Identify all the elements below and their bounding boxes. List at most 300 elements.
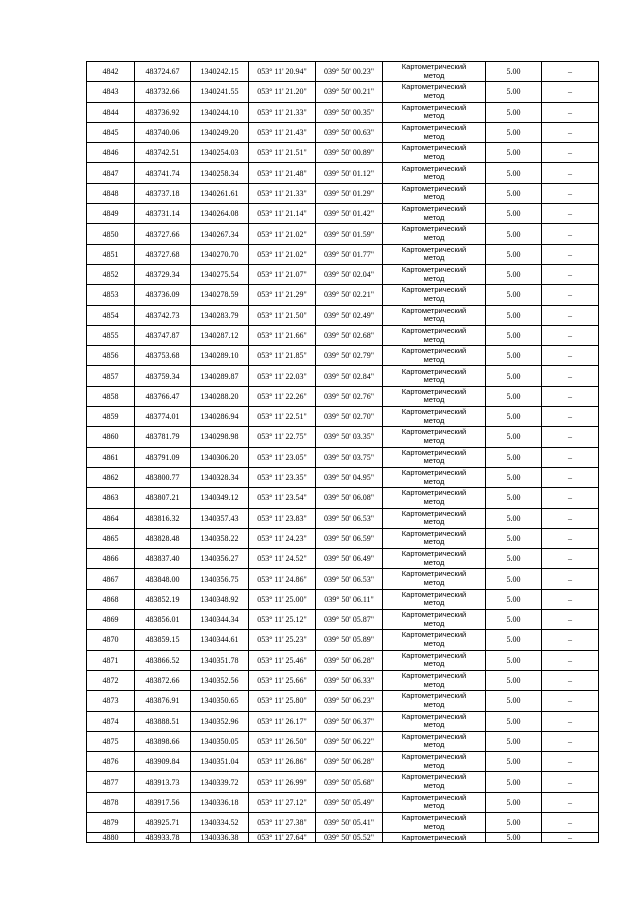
latitude-cell: 053° 11' 21.50" [249, 305, 316, 325]
x-coordinate-cell: 483736.92 [135, 102, 191, 122]
method-line: метод [423, 334, 445, 344]
method-line: Картометрический [401, 407, 467, 417]
y-coordinate-cell: 1340275.54 [191, 264, 249, 284]
accuracy-cell: 5.00 [486, 285, 542, 305]
point-number-cell: 4869 [87, 610, 135, 630]
accuracy-cell: 5.00 [486, 711, 542, 731]
y-coordinate-cell: 1340356.75 [191, 569, 249, 589]
method-line: Картометрический [401, 832, 467, 842]
table-row [87, 82, 599, 102]
latitude-cell: 053° 11' 21.20" [249, 82, 316, 102]
method-line: метод [423, 151, 445, 161]
method-line: Картометрический [401, 752, 467, 762]
accuracy-cell: 5.00 [486, 122, 542, 142]
latitude-cell: 053° 11' 23.05" [249, 447, 316, 467]
point-number-cell: 4876 [87, 752, 135, 772]
table-row [87, 792, 599, 812]
x-coordinate-cell: 483736.09 [135, 285, 191, 305]
x-coordinate-cell: 483747.87 [135, 325, 191, 345]
note-cell: – [542, 407, 599, 427]
x-coordinate-cell: 483727.66 [135, 224, 191, 244]
y-coordinate-cell: 1340339.72 [191, 772, 249, 792]
longitude-cell: 039° 50' 06.28" [316, 752, 383, 772]
accuracy-cell: 5.00 [486, 346, 542, 366]
latitude-cell: 053° 11' 22.26" [249, 386, 316, 406]
method-line: метод [423, 638, 445, 648]
latitude-cell: 053° 11' 25.46" [249, 650, 316, 670]
method-cell [383, 183, 486, 203]
method-line: метод [423, 659, 445, 669]
point-number-cell: 4844 [87, 102, 135, 122]
method-line: метод [423, 679, 445, 689]
table-row [87, 670, 599, 690]
accuracy-cell: 5.00 [486, 792, 542, 812]
method-line: метод [423, 781, 445, 791]
method-cell [383, 407, 486, 427]
y-coordinate-cell: 1340352.96 [191, 711, 249, 731]
latitude-cell: 053° 11' 26.99" [249, 772, 316, 792]
longitude-cell: 039° 50' 06.59" [316, 528, 383, 548]
x-coordinate-cell: 483766.47 [135, 386, 191, 406]
y-coordinate-cell: 1340344.61 [191, 630, 249, 650]
method-line: Картометрический [401, 102, 467, 112]
x-coordinate-cell: 483909.84 [135, 752, 191, 772]
longitude-cell: 039° 50' 02.70" [316, 407, 383, 427]
method-cell [383, 569, 486, 589]
y-coordinate-cell: 1340261.61 [191, 183, 249, 203]
note-cell: – [542, 244, 599, 264]
y-coordinate-cell: 1340270.70 [191, 244, 249, 264]
note-cell: – [542, 264, 599, 284]
y-coordinate-cell: 1340289.87 [191, 366, 249, 386]
method-line: Картометрический [401, 143, 467, 153]
y-coordinate-cell: 1340298.98 [191, 427, 249, 447]
y-coordinate-cell: 1340306.20 [191, 447, 249, 467]
table-row [87, 204, 599, 224]
method-line: Картометрический [401, 427, 467, 437]
method-cell [383, 589, 486, 609]
method-line: метод [423, 253, 445, 263]
longitude-cell: 039° 50' 05.41" [316, 812, 383, 832]
method-cell [383, 143, 486, 163]
point-number-cell: 4853 [87, 285, 135, 305]
latitude-cell: 053° 11' 22.03" [249, 366, 316, 386]
method-line: Картометрический [401, 366, 467, 376]
table-row [87, 711, 599, 731]
accuracy-cell: 5.00 [486, 488, 542, 508]
coordinates-table [86, 61, 599, 843]
point-number-cell: 4874 [87, 711, 135, 731]
latitude-cell: 053° 11' 21.43" [249, 122, 316, 142]
accuracy-cell: 5.00 [486, 630, 542, 650]
method-cell [383, 82, 486, 102]
accuracy-cell: 5.00 [486, 467, 542, 487]
note-cell: – [542, 325, 599, 345]
note-cell: – [542, 670, 599, 690]
method-line: Картометрический [401, 224, 467, 234]
table-row [87, 366, 599, 386]
longitude-cell: 039° 50' 02.68" [316, 325, 383, 345]
table-row [87, 812, 599, 832]
method-line: метод [423, 212, 445, 222]
method-line: Картометрический [401, 650, 467, 660]
x-coordinate-cell: 483774.01 [135, 407, 191, 427]
method-cell [383, 752, 486, 772]
method-cell [383, 122, 486, 142]
accuracy-cell: 5.00 [486, 102, 542, 122]
point-number-cell: 4861 [87, 447, 135, 467]
longitude-cell: 039° 50' 06.37" [316, 711, 383, 731]
x-coordinate-cell: 483753.68 [135, 346, 191, 366]
method-line: метод [423, 760, 445, 770]
method-cell [383, 163, 486, 183]
latitude-cell: 053° 11' 21.33" [249, 183, 316, 203]
method-line: метод [423, 111, 445, 121]
point-number-cell: 4868 [87, 589, 135, 609]
method-line: Картометрический [401, 82, 467, 92]
method-line: Картометрический [401, 610, 467, 620]
note-cell: – [542, 792, 599, 812]
point-number-cell: 4850 [87, 224, 135, 244]
longitude-cell: 039° 50' 00.35" [316, 102, 383, 122]
method-line: Картометрический [401, 711, 467, 721]
method-cell [383, 650, 486, 670]
accuracy-cell: 5.00 [486, 610, 542, 630]
note-cell: – [542, 589, 599, 609]
note-cell: – [542, 833, 599, 843]
method-line: метод [423, 131, 445, 141]
method-cell [383, 528, 486, 548]
x-coordinate-cell: 483933.78 [135, 833, 191, 843]
x-coordinate-cell: 483742.73 [135, 305, 191, 325]
method-line: Картометрический [401, 183, 467, 193]
point-number-cell: 4845 [87, 122, 135, 142]
method-cell [383, 264, 486, 284]
accuracy-cell: 5.00 [486, 407, 542, 427]
y-coordinate-cell: 1340249.20 [191, 122, 249, 142]
table-row [87, 183, 599, 203]
x-coordinate-cell: 483917.56 [135, 792, 191, 812]
note-cell: – [542, 772, 599, 792]
note-cell: – [542, 752, 599, 772]
method-line: Картометрический [401, 244, 467, 254]
accuracy-cell: 5.00 [486, 305, 542, 325]
x-coordinate-cell: 483807.21 [135, 488, 191, 508]
latitude-cell: 053° 11' 23.54" [249, 488, 316, 508]
longitude-cell: 039° 50' 05.49" [316, 792, 383, 812]
table-row [87, 508, 599, 528]
point-number-cell: 4873 [87, 691, 135, 711]
note-cell: – [542, 711, 599, 731]
method-line: Картометрический [401, 691, 467, 701]
table-row [87, 224, 599, 244]
longitude-cell: 039° 50' 02.76" [316, 386, 383, 406]
x-coordinate-cell: 483876.91 [135, 691, 191, 711]
point-number-cell: 4863 [87, 488, 135, 508]
longitude-cell: 039° 50' 01.77" [316, 244, 383, 264]
table-row [87, 752, 599, 772]
method-line: метод [423, 517, 445, 527]
latitude-cell: 053° 11' 27.12" [249, 792, 316, 812]
method-cell [383, 467, 486, 487]
latitude-cell: 053° 11' 24.86" [249, 569, 316, 589]
method-cell [383, 204, 486, 224]
latitude-cell: 053° 11' 21.48" [249, 163, 316, 183]
method-line: Картометрический [401, 508, 467, 518]
method-line: Картометрический [401, 569, 467, 579]
table-row [87, 833, 599, 843]
method-line: Картометрический [401, 62, 467, 72]
accuracy-cell: 5.00 [486, 670, 542, 690]
longitude-cell: 039° 50' 00.89" [316, 143, 383, 163]
method-cell [383, 549, 486, 569]
y-coordinate-cell: 1340358.22 [191, 528, 249, 548]
method-cell [383, 366, 486, 386]
accuracy-cell: 5.00 [486, 183, 542, 203]
method-line: Картометрический [401, 325, 467, 335]
point-number-cell: 4862 [87, 467, 135, 487]
longitude-cell: 039° 50' 05.87" [316, 610, 383, 630]
y-coordinate-cell: 1340350.05 [191, 731, 249, 751]
coordinates-table-body [87, 62, 599, 843]
method-cell [383, 630, 486, 650]
note-cell: – [542, 122, 599, 142]
x-coordinate-cell: 483724.67 [135, 62, 191, 82]
longitude-cell: 039° 50' 06.28" [316, 650, 383, 670]
point-number-cell: 4879 [87, 812, 135, 832]
x-coordinate-cell: 483898.66 [135, 731, 191, 751]
longitude-cell: 039° 50' 02.79" [316, 346, 383, 366]
table-row [87, 305, 599, 325]
longitude-cell: 039° 50' 02.84" [316, 366, 383, 386]
note-cell: – [542, 650, 599, 670]
accuracy-cell: 5.00 [486, 386, 542, 406]
longitude-cell: 039° 50' 01.29" [316, 183, 383, 203]
note-cell: – [542, 610, 599, 630]
note-cell: – [542, 183, 599, 203]
method-cell [383, 224, 486, 244]
latitude-cell: 053° 11' 25.00" [249, 589, 316, 609]
latitude-cell: 053° 11' 26.50" [249, 731, 316, 751]
table-row [87, 163, 599, 183]
accuracy-cell: 5.00 [486, 528, 542, 548]
y-coordinate-cell: 1340350.65 [191, 691, 249, 711]
longitude-cell: 039° 50' 06.53" [316, 508, 383, 528]
method-line: метод [423, 233, 445, 243]
y-coordinate-cell: 1340351.04 [191, 752, 249, 772]
method-line: метод [423, 821, 445, 831]
accuracy-cell: 5.00 [486, 163, 542, 183]
longitude-cell: 039° 50' 01.12" [316, 163, 383, 183]
method-line: метод [423, 395, 445, 405]
table-row [87, 62, 599, 82]
accuracy-cell: 5.00 [486, 62, 542, 82]
method-line: Картометрический [401, 528, 467, 538]
method-line: Картометрический [401, 346, 467, 356]
y-coordinate-cell: 1340357.43 [191, 508, 249, 528]
method-line: метод [423, 456, 445, 466]
note-cell: – [542, 305, 599, 325]
method-line: метод [423, 720, 445, 730]
method-line: Картометрический [401, 265, 467, 275]
x-coordinate-cell: 483741.74 [135, 163, 191, 183]
longitude-cell: 039° 50' 00.63" [316, 122, 383, 142]
table-row [87, 488, 599, 508]
y-coordinate-cell: 1340258.34 [191, 163, 249, 183]
longitude-cell: 039° 50' 03.75" [316, 447, 383, 467]
y-coordinate-cell: 1340289.10 [191, 346, 249, 366]
latitude-cell: 053° 11' 22.75" [249, 427, 316, 447]
method-cell [383, 731, 486, 751]
table-row [87, 772, 599, 792]
method-cell [383, 812, 486, 832]
latitude-cell: 053° 11' 26.17" [249, 711, 316, 731]
table-row [87, 264, 599, 284]
method-line: метод [423, 598, 445, 608]
point-number-cell: 4865 [87, 528, 135, 548]
table-row [87, 650, 599, 670]
y-coordinate-cell: 1340278.59 [191, 285, 249, 305]
x-coordinate-cell: 483729.34 [135, 264, 191, 284]
point-number-cell: 4878 [87, 792, 135, 812]
accuracy-cell: 5.00 [486, 589, 542, 609]
point-number-cell: 4852 [87, 264, 135, 284]
note-cell: – [542, 62, 599, 82]
longitude-cell: 039° 50' 06.08" [316, 488, 383, 508]
longitude-cell: 039° 50' 02.49" [316, 305, 383, 325]
y-coordinate-cell: 1340241.55 [191, 82, 249, 102]
table-row [87, 467, 599, 487]
note-cell: – [542, 204, 599, 224]
method-cell [383, 285, 486, 305]
table-row [87, 285, 599, 305]
x-coordinate-cell: 483800.77 [135, 467, 191, 487]
latitude-cell: 053° 11' 26.86" [249, 752, 316, 772]
method-cell [383, 305, 486, 325]
method-cell [383, 670, 486, 690]
latitude-cell: 053° 11' 24.23" [249, 528, 316, 548]
table-row [87, 630, 599, 650]
latitude-cell: 053° 11' 21.29" [249, 285, 316, 305]
point-number-cell: 4864 [87, 508, 135, 528]
method-line: метод [423, 70, 445, 80]
longitude-cell: 039° 50' 06.22" [316, 731, 383, 751]
x-coordinate-cell: 483837.40 [135, 549, 191, 569]
table-row [87, 386, 599, 406]
latitude-cell: 053° 11' 20.94" [249, 62, 316, 82]
longitude-cell: 039° 50' 04.95" [316, 467, 383, 487]
table-row [87, 447, 599, 467]
note-cell: – [542, 386, 599, 406]
note-cell: – [542, 508, 599, 528]
note-cell: – [542, 163, 599, 183]
y-coordinate-cell: 1340336.18 [191, 792, 249, 812]
latitude-cell: 053° 11' 21.85" [249, 346, 316, 366]
method-cell [383, 691, 486, 711]
method-line: Картометрический [401, 630, 467, 640]
accuracy-cell: 5.00 [486, 812, 542, 832]
note-cell: – [542, 691, 599, 711]
accuracy-cell: 5.00 [486, 691, 542, 711]
table-row [87, 610, 599, 630]
x-coordinate-cell: 483828.48 [135, 528, 191, 548]
x-coordinate-cell: 483759.34 [135, 366, 191, 386]
y-coordinate-cell: 1340349.12 [191, 488, 249, 508]
accuracy-cell: 5.00 [486, 833, 542, 843]
method-line: метод [423, 740, 445, 750]
accuracy-cell: 5.00 [486, 772, 542, 792]
y-coordinate-cell: 1340287.12 [191, 325, 249, 345]
y-coordinate-cell: 1340336.38 [191, 833, 249, 843]
method-line: метод [423, 618, 445, 628]
x-coordinate-cell: 483872.66 [135, 670, 191, 690]
y-coordinate-cell: 1340283.79 [191, 305, 249, 325]
note-cell: – [542, 346, 599, 366]
accuracy-cell: 5.00 [486, 731, 542, 751]
method-line: Картометрический [401, 386, 467, 396]
x-coordinate-cell: 483781.79 [135, 427, 191, 447]
method-line: метод [423, 415, 445, 425]
y-coordinate-cell: 1340286.94 [191, 407, 249, 427]
table-row [87, 569, 599, 589]
x-coordinate-cell: 483740.06 [135, 122, 191, 142]
point-number-cell: 4847 [87, 163, 135, 183]
x-coordinate-cell: 483856.01 [135, 610, 191, 630]
method-cell [383, 62, 486, 82]
point-number-cell: 4856 [87, 346, 135, 366]
y-coordinate-cell: 1340254.03 [191, 143, 249, 163]
latitude-cell: 053° 11' 23.83" [249, 508, 316, 528]
method-line: метод [423, 90, 445, 100]
method-line: Картометрический [401, 447, 467, 457]
latitude-cell: 053° 11' 23.35" [249, 467, 316, 487]
method-line: метод [423, 172, 445, 182]
longitude-cell: 039° 50' 06.33" [316, 670, 383, 690]
accuracy-cell: 5.00 [486, 752, 542, 772]
table-row [87, 731, 599, 751]
accuracy-cell: 5.00 [486, 549, 542, 569]
x-coordinate-cell: 483848.00 [135, 569, 191, 589]
y-coordinate-cell: 1340348.92 [191, 589, 249, 609]
table-row [87, 346, 599, 366]
method-line: Картометрический [401, 285, 467, 295]
method-line: метод [423, 192, 445, 202]
note-cell: – [542, 488, 599, 508]
table-row [87, 407, 599, 427]
method-line: метод [423, 354, 445, 364]
note-cell: – [542, 143, 599, 163]
note-cell: – [542, 549, 599, 569]
method-line: метод [423, 293, 445, 303]
method-line: Картометрический [401, 813, 467, 823]
note-cell: – [542, 630, 599, 650]
method-line: метод [423, 435, 445, 445]
latitude-cell: 053° 11' 27.38" [249, 812, 316, 832]
note-cell: – [542, 447, 599, 467]
x-coordinate-cell: 483732.66 [135, 82, 191, 102]
point-number-cell: 4858 [87, 386, 135, 406]
method-cell [383, 102, 486, 122]
latitude-cell: 053° 11' 25.80" [249, 691, 316, 711]
point-number-cell: 4854 [87, 305, 135, 325]
accuracy-cell: 5.00 [486, 224, 542, 244]
table-row [87, 691, 599, 711]
latitude-cell: 053° 11' 22.51" [249, 407, 316, 427]
method-cell [383, 488, 486, 508]
method-line: Картометрический [401, 467, 467, 477]
point-number-cell: 4877 [87, 772, 135, 792]
longitude-cell: 039° 50' 00.21" [316, 82, 383, 102]
